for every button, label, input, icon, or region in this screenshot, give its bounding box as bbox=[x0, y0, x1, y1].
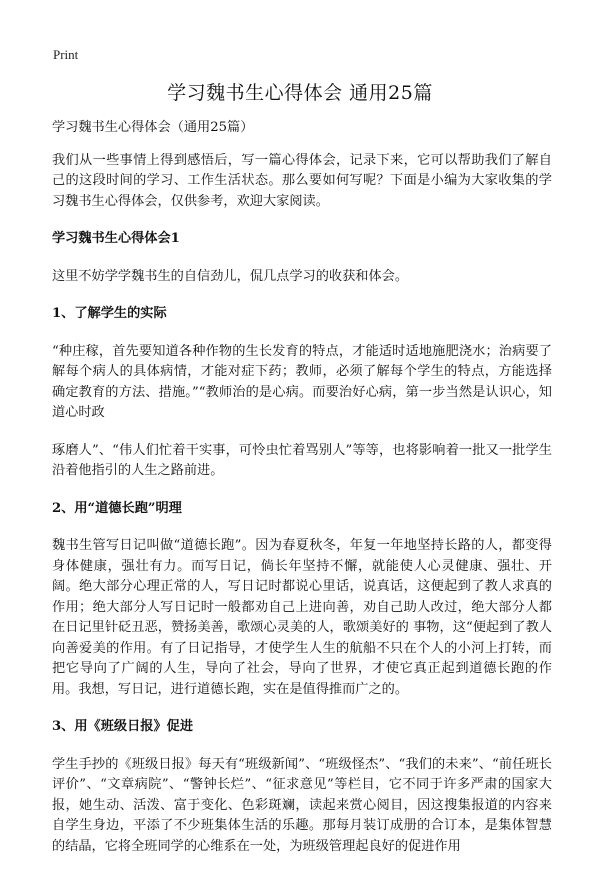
article-body bbox=[52, 118, 552, 874]
point-paragraph-1b: 琢磨人”、“伟人们忙着干实事，可怜虫忙着骂别人”等等，也将影响着一批又一批学生沿着他指引的人生之路前进。 bbox=[52, 442, 552, 478]
point-paragraph-3: 学生手抄的《班级日报》每天有“班级新闻”、“班级怪杰”、“我们的未来”、“前任班长评价”、“文章病院”、“警钟长烂”、“征求意见”等栏目，它不同于许多严肃的国家大报，她生动、活泼、富于变化、色彩斑斓，读起来赏心阅目，因这搜集报道的内容来自学生身边，平添了不少班集体生活的乐趣。那每月装订成册的合订本，是集体智慧的结晶，它将全班同学的心维系在一处，为班级管理起良好的促进作用 bbox=[52, 756, 552, 854]
section-intro-paragraph: 这里不妨学学魏书生的自信劲儿，侃几点学习的收获和体会。 bbox=[52, 268, 409, 284]
section-heading: 学习魏书生心得体会1 bbox=[52, 231, 180, 246]
point-paragraph-1a: “种庄稼，首先要知道各种作物的生长发育的特点，才能适时适地施肥浇水；治病要了解每个病人的具体病情，才能对症下药；教师，必须了解每个学生的特点，方能选择确定教育的方法、措施。”“教师治的是心病。而要治好心病，第一步当然是认识心，知道心时政 bbox=[52, 343, 552, 420]
point-paragraph-2: 魏书生管写日记叫做“道德长跑”。因为春夏秋冬，年复一年地坚持长路的人，都变得身体健康，强壮有力。而写日记，倘长年坚持不懈，就能使人心灵健康、强壮、开阔。绝大部分心理正常的人，写日记时都说心里话，说真话，这便起到了教人求真的作用；绝大部分人写日记时一般都劝自己上进向善，劝自己助人改过，绝大部分人都在日记里针砭丑恶，赞扬美善，歌颂心灵美的人，歌颂美好的 事物，这“便起到了教人向善爱美的作用。有了日记指导，才使学生人生的航船不只在个人的小河上打转，而把它导向了广阔的人生，导向了社会，导向了世界，才使它真正起到道德长跑的作用。我想，写日记，进行道德长跑，实在是值得推而广之的。 bbox=[52, 538, 552, 697]
print-link[interactable]: Print bbox=[53, 47, 79, 62]
article-subtitle: 学习魏书生心得体会（通用25篇） bbox=[52, 120, 254, 135]
point-heading-1: 1、了解学生的实际 bbox=[52, 306, 167, 321]
point-heading-2: 2、用“道德长跑”明理 bbox=[52, 500, 182, 516]
point-heading-3: 3、用《班级日报》促进 bbox=[52, 719, 194, 734]
page-title: 学习魏书生心得体会 通用25篇 bbox=[167, 82, 433, 104]
intro-paragraph: 我们从一些事情上得到感悟后，写一篇心得体会，记录下来，它可以帮助我们了解自己的这段时间的学习、工作生活状态。那么要如何写呢？下面是小编为大家收集的学习魏书生心得体会，仅供参考，欢迎大家阅读。 bbox=[52, 152, 552, 209]
